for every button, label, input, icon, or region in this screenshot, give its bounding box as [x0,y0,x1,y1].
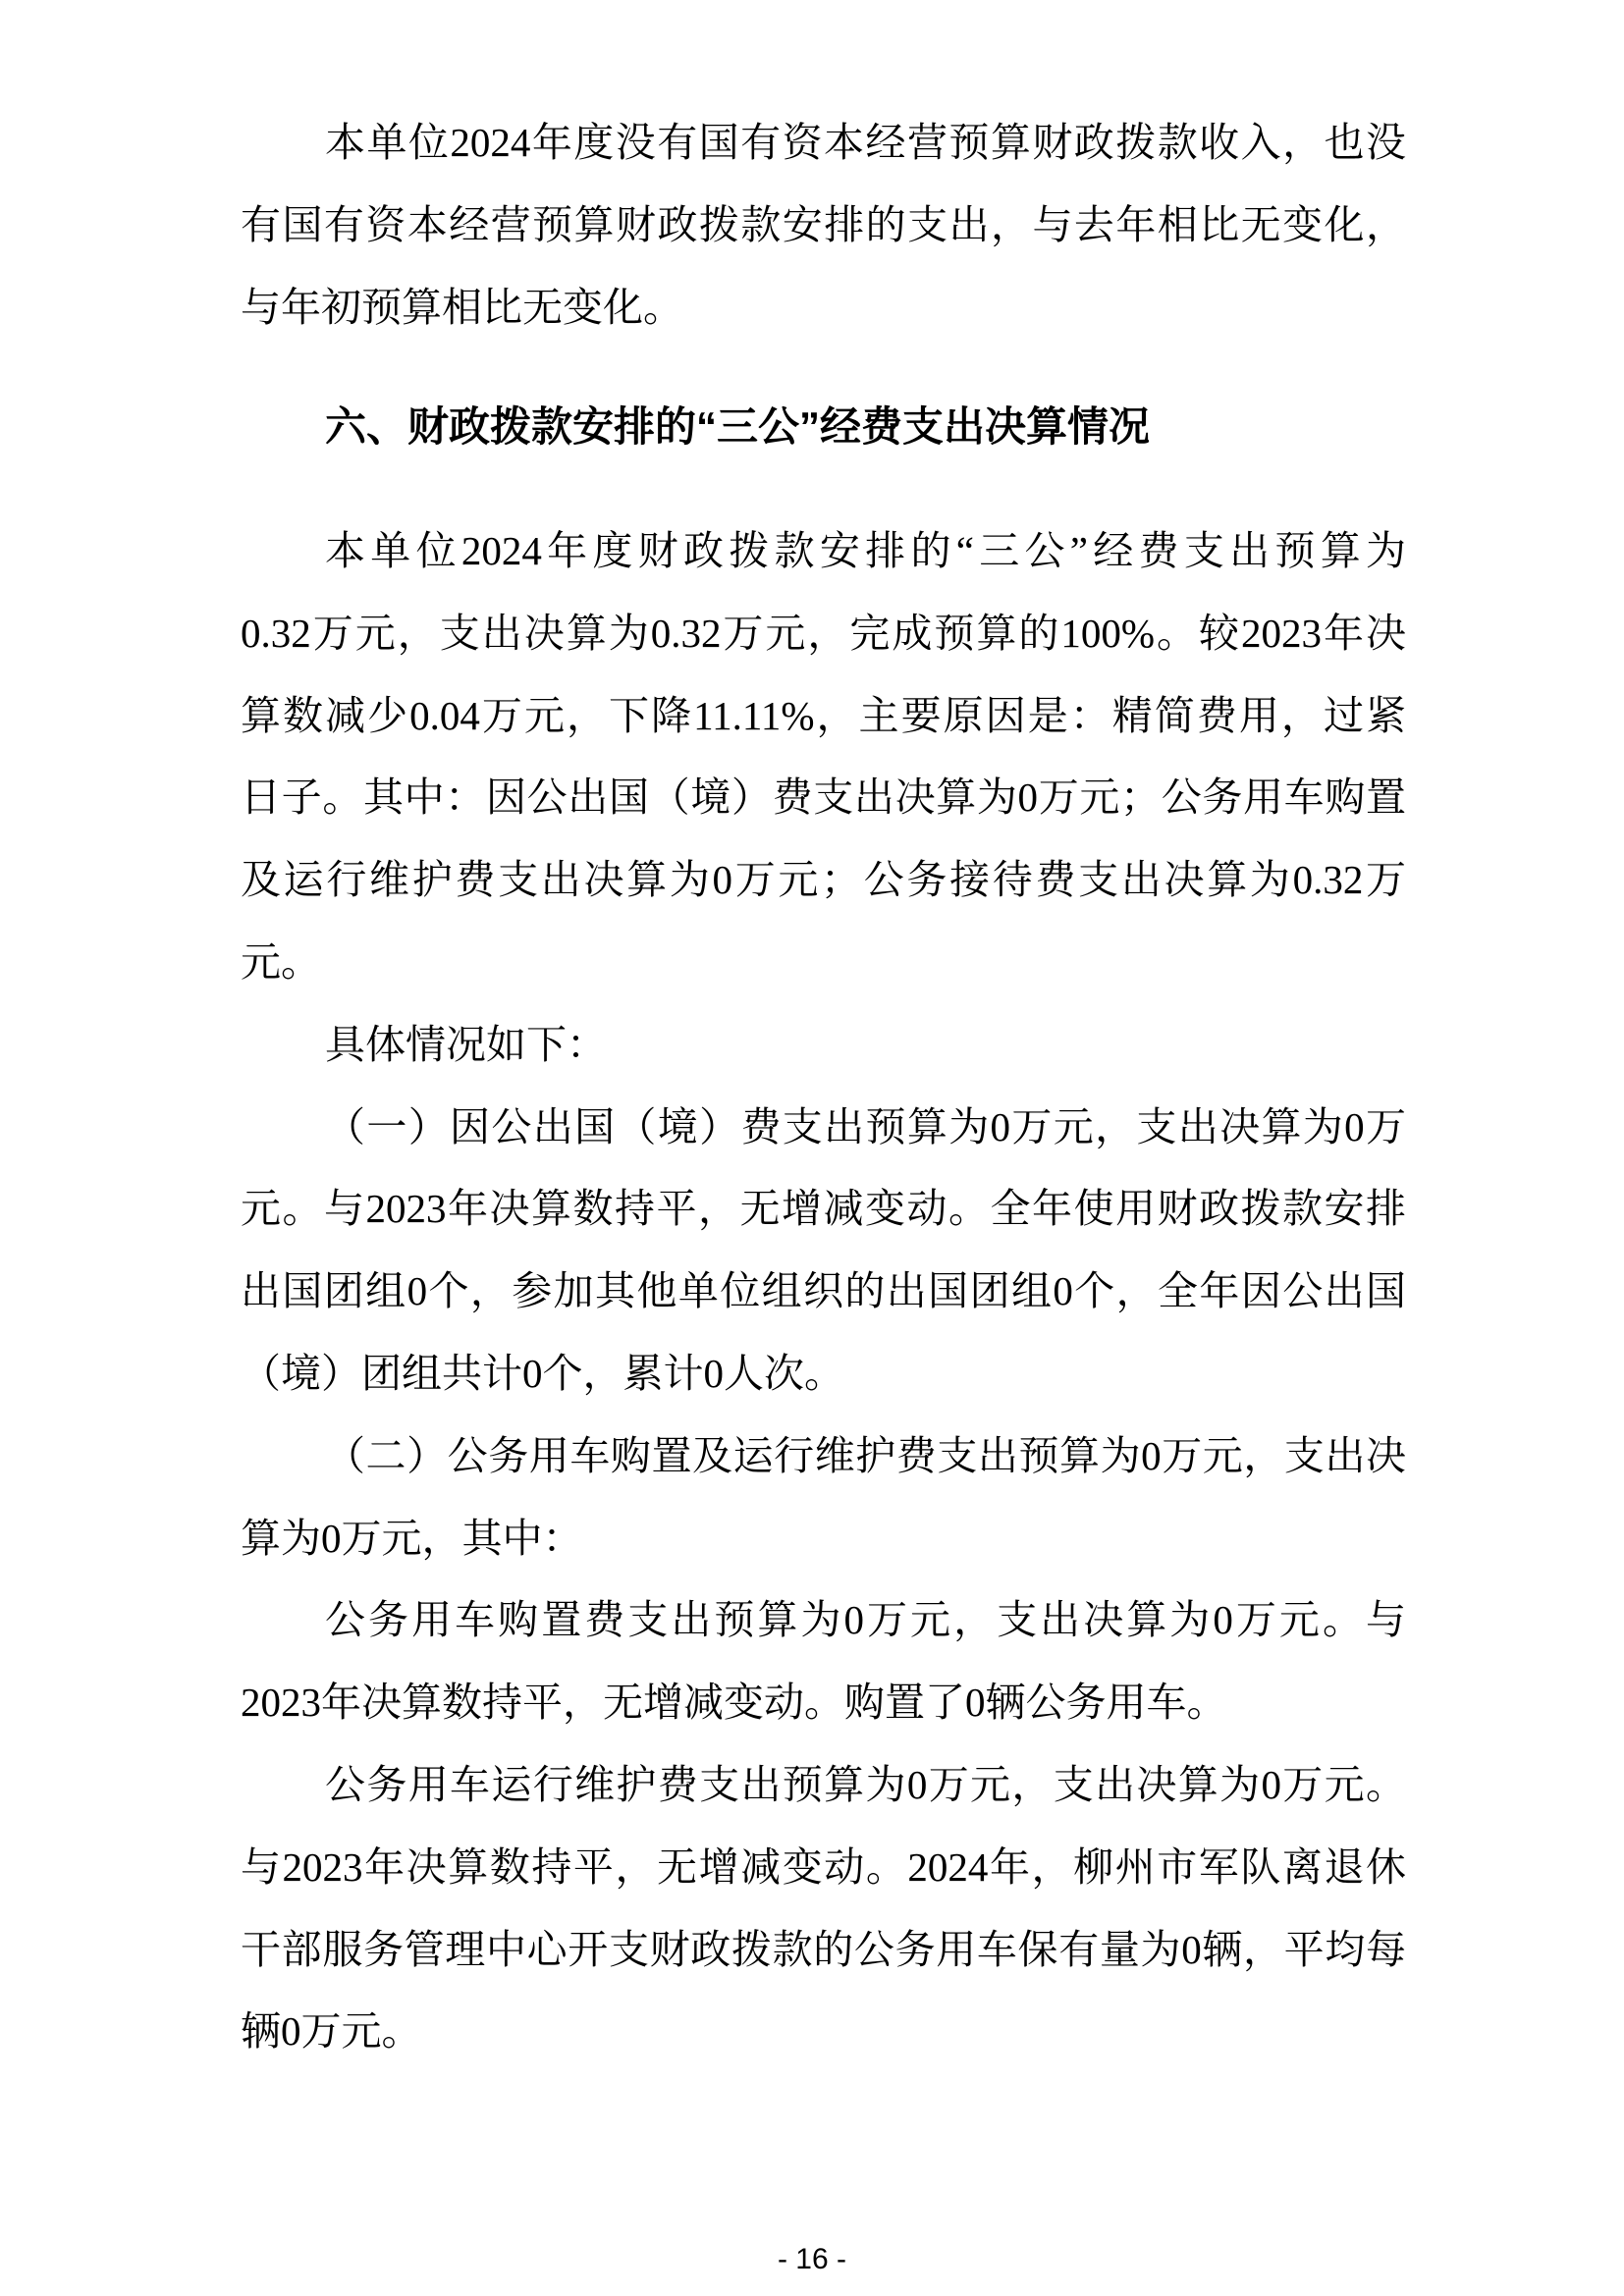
paragraph-summary [241,510,1406,1004]
page-number: - 16 - [777,2243,847,2275]
paragraph-line: 0.32万元，支出决算为0.32万元，完成预算的100%。较2023年决 [241,610,1406,656]
paragraph-line: （境）团组共计0个，累计0人次。 [241,1350,844,1396]
paragraph-line: 有国有资本经营预算财政拨款安排的支出，与去年相比无变化， [241,202,1406,247]
paragraph-line: 本单位2024年度财政拨款安排的“三公”经费支出预算为 [325,528,1406,573]
paragraph-line: 算数减少0.04万元，下降11.11%，主要原因是：精简费用，过紧 [241,692,1406,738]
paragraph-line: 算为0万元，其中： [241,1515,583,1561]
intro-paragraph [241,101,1406,348]
paragraph-line: 与年初预算相比无变化。 [241,285,683,330]
paragraph-line: 元。与2023年决算数持平，无增减变动。全年使用财政拨款安排 [241,1186,1406,1232]
paragraph-line: （一）因公出国（境）费支出预算为0万元，支出决算为0万 [325,1103,1406,1149]
paragraph-overseas-travel [241,1087,1406,1415]
paragraph-line: 具体情况如下： [325,1021,607,1067]
section-body [241,510,1406,2073]
section-heading: 六、财政拨款安排的“三公”经费支出决算情况 [325,403,1151,450]
paragraph-line: （二）公务用车购置及运行维护费支出预算为0万元，支出决 [325,1432,1406,1478]
paragraph-line: 公务用车运行维护费支出预算为0万元，支出决算为0万元。 [325,1761,1406,1807]
paragraph-line: 干部服务管理中心开支财政拨款的公务用车保有量为0辆，平均每 [241,1926,1406,1972]
paragraph-line: 日子。其中：因公出国（境）费支出决算为0万元；公务用车购置 [241,774,1406,821]
paragraph-official-vehicles [241,1415,1406,1580]
paragraph-line: 公务用车购置费支出预算为0万元，支出决算为0万元。与 [325,1597,1406,1643]
paragraph-line: 辆0万元。 [241,2008,422,2055]
paragraph-vehicle-purchase [241,1579,1406,1744]
paragraph-vehicle-operation [241,1744,1406,2073]
paragraph-line: 出国团组0个，参加其他单位组织的出国团组0个，全年因公出国 [241,1268,1406,1314]
paragraph-line: 元。 [241,938,321,985]
paragraph-line: 及运行维护费支出决算为0万元；公务接待费支出决算为0.32万 [241,857,1406,903]
paragraph-line: 本单位2024年度没有国有资本经营预算财政拨款收入，也没 [325,120,1406,165]
paragraph-line: 与2023年决算数持平，无增减变动。2024年，柳州市军队离退休 [241,1843,1406,1890]
paragraph-details-intro [241,1004,1406,1087]
paragraph-line: 2023年决算数持平，无增减变动。购置了0辆公务用车。 [241,1680,1227,1726]
